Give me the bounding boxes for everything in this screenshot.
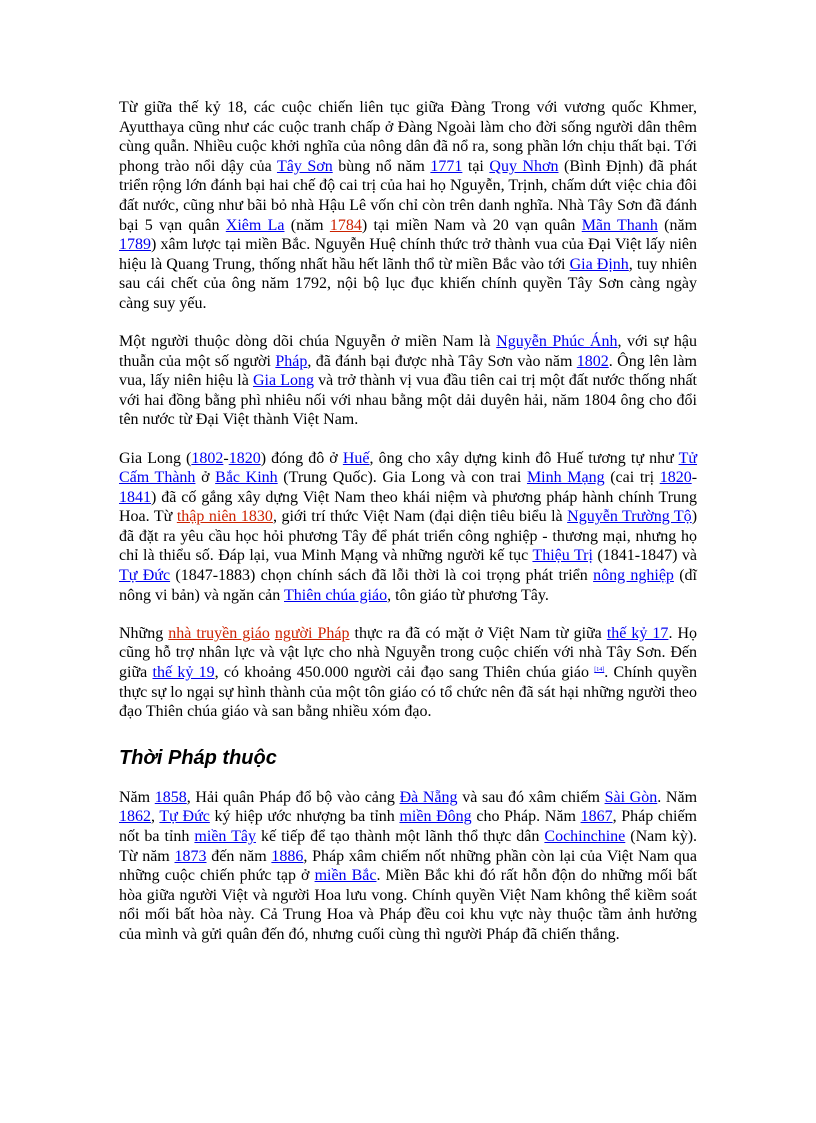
inline-link[interactable]: Cochinchine xyxy=(544,827,626,845)
paragraph-text: tại xyxy=(462,157,490,175)
inline-link[interactable]: Bắc Kinh xyxy=(215,469,278,487)
paragraph-text: , xyxy=(151,808,160,826)
inline-link[interactable]: Quy Nhơn xyxy=(489,157,559,175)
inline-link[interactable]: miền Tây xyxy=(194,827,256,845)
paragraph-text: Những xyxy=(119,624,169,642)
inline-link[interactable]: miền Đông xyxy=(399,808,472,826)
inline-link[interactable]: Minh Mạng xyxy=(526,469,605,487)
paragraph-text: đến năm xyxy=(206,847,272,865)
paragraph-text: (Bình Định) đã phát triển rộng lớn đánh bại hai chế độ cai trị của hai họ Nguyễn, Trịnh, chấm dứt việc chia đôi đất nước, cũng như bãi bỏ nhà Hậu Lê vốn chỉ còn trên danh nghĩa. Nhà Tây Sơn đã đánh bại 5 vạn quân xyxy=(119,157,698,234)
paragraph-text: bùng nổ năm xyxy=(332,157,431,175)
inline-link[interactable]: Xiêm La xyxy=(225,216,285,234)
inline-link[interactable]: Thiên chúa giáo xyxy=(284,586,388,604)
inline-link[interactable]: Tây Sơn xyxy=(276,157,333,175)
paragraph-text: , đã đánh bại được nhà Tây Sơn vào năm xyxy=(307,352,577,370)
inline-link[interactable]: 1784 xyxy=(329,216,362,234)
paragraph-text: và sau đó xâm chiếm xyxy=(457,788,605,806)
inline-link[interactable]: 1862 xyxy=(119,808,151,826)
paragraph-text: ) đã cố gắng xây dựng Việt Nam theo khái niệm và phương pháp hành chính Trung Hoa. Từ xyxy=(119,488,697,526)
paragraph-tay-son xyxy=(119,98,697,314)
inline-link[interactable]: Mãn Thanh xyxy=(581,216,658,234)
paragraph-text: và trở thành vị vua đầu tiên cai trị một đất nước thống nhất với hai đồng bằng phì nhiêu nối với nhau bằng một dải duyên hải, năm 1804 ông cho đổi tên nước từ Đại Việt thành Việt Nam. xyxy=(119,372,697,429)
inline-link[interactable]: 1867 xyxy=(580,808,613,826)
paragraph-text: . Chính quyền thực sự lo ngại sự hình thành của một tôn giáo có tổ chức nên đã sát hại những người theo đạo Thiên chúa giáo và san bằng nhiều xóm đạo. xyxy=(119,663,698,721)
paragraph-text: (Trung Quốc). Gia Long và con trai xyxy=(277,469,527,487)
inline-link[interactable]: miền Bắc xyxy=(314,867,377,885)
paragraph-text: thực ra đã có mặt ở Việt Nam từ giữa xyxy=(349,624,607,642)
paragraph-gia-long xyxy=(119,449,697,606)
paragraph-text: , giới trí thức Việt Nam (đại diện tiêu biểu là xyxy=(272,508,568,526)
inline-link[interactable]: 1841 xyxy=(119,488,151,506)
inline-link[interactable]: 1858 xyxy=(154,788,187,806)
inline-link[interactable]: Pháp xyxy=(275,352,308,370)
paragraph-text: Năm xyxy=(119,788,155,806)
paragraph-text: ) tại miền Nam và 20 vạn quân xyxy=(361,216,582,234)
inline-link[interactable]: Sài Gòn xyxy=(604,788,658,806)
inline-link[interactable]: 1873 xyxy=(174,847,207,865)
paragraph-text: ở xyxy=(195,469,216,487)
inline-link[interactable]: Nguyễn Phúc Ánh xyxy=(496,333,618,351)
inline-link[interactable]: 1820 xyxy=(659,469,692,487)
paragraph-text: - xyxy=(691,469,698,487)
citation-link[interactable]: [14] xyxy=(594,666,605,673)
paragraph-text: (1841-1847) và xyxy=(592,547,697,565)
inline-link[interactable]: thế kỷ 19 xyxy=(152,663,215,681)
paragraph-text: , tuy nhiên sau cái chết của ông năm 1792, nội bộ lục đục khiến chính quyền Tây Sơn càng ngày càng suy yếu. xyxy=(119,255,697,312)
paragraph-text: cho Pháp. Năm xyxy=(471,808,581,826)
inline-link[interactable]: 1771 xyxy=(430,157,463,175)
paragraph-french-colonial xyxy=(119,788,697,945)
paragraph-text: Từ giữa thế kỷ 18, các cuộc chiến liên tục giữa Đàng Trong với vương quốc Khmer, Ayutthaya cũng như các cuộc tranh chấp ở Đàng Ngoài làm cho đời sống người dân thêm cùng quẫn. Nhiều cuộc khởi nghĩa của nông dân đã nổ ra, song phần lớn chịu thất bại. Tới phong trào nổi dậy của xyxy=(119,99,697,175)
inline-link[interactable]: Huế xyxy=(342,449,370,467)
inline-link[interactable]: Nguyễn Trường Tộ xyxy=(567,508,692,526)
inline-link[interactable]: Thiệu Trị xyxy=(532,547,593,565)
paragraph-text: . Họ cũng hỗ trợ nhân lực và vật lực cho nhà Nguyễn trong cuộc chiến với nhà Tây Sơn. Đến giữa xyxy=(119,624,698,681)
inline-link[interactable]: 1802 xyxy=(191,449,224,467)
paragraph-text: . Ông lên làm vua, lấy niên hiệu là xyxy=(119,352,698,390)
paragraph-missionaries xyxy=(119,624,697,722)
paragraph-text: (cai trị xyxy=(604,469,660,487)
paragraph-text: (năm xyxy=(284,216,330,234)
inline-link[interactable]: thế kỷ 17 xyxy=(606,624,669,642)
paragraph-text: . Miền Bắc khi đó rất hỗn độn do những mối bất hòa giữa người Việt và người Hoa lưu vong. Chính quyền Việt Nam không thể kiềm soát nổi mối bất hòa này. Cả Trung Hoa và Pháp đều coi khu vực này thuộc tầm ảnh hưởng của mình và gửi quân đến đó, nhưng cuối cùng thì người Pháp đã chiến thắng. xyxy=(119,867,698,943)
paragraph-text: ) đóng đô ở xyxy=(260,449,343,467)
paragraph-text: (Nam kỳ). Từ năm xyxy=(119,827,698,865)
inline-link[interactable]: 1802 xyxy=(576,352,609,370)
inline-link[interactable]: Tử Cấm Thành xyxy=(119,449,698,487)
paragraph-text: - xyxy=(223,449,229,467)
paragraph-text: , ông cho xây dựng kinh đô Huế tương tự như xyxy=(369,449,679,467)
inline-link[interactable]: nhà truyền giáo xyxy=(168,624,270,642)
inline-link[interactable]: Gia Định xyxy=(569,255,629,273)
section-heading-french-colonial: Thời Pháp thuộc xyxy=(119,746,277,769)
document-page xyxy=(119,98,697,963)
paragraph-text: Gia Long ( xyxy=(119,449,192,467)
paragraph-text: . Năm xyxy=(657,788,698,806)
paragraph-text: ký hiệp ước nhượng ba tỉnh xyxy=(209,808,400,826)
paragraph-text: , Hải quân Pháp đổ bộ vào cảng xyxy=(186,788,400,806)
paragraph-text: ) đã đặt ra yêu cầu học hỏi phương Tây để phát triển công nghiệp - thương mại, nhưng họ chỉ là thiểu số. Đáp lại, vua Minh Mạng và những người kế tục xyxy=(119,508,698,565)
inline-link[interactable]: thập niên 1830 xyxy=(176,508,273,526)
inline-link[interactable]: Tự Đức xyxy=(119,567,171,585)
inline-link[interactable]: 1820 xyxy=(228,449,261,467)
paragraph-text: , Pháp chiếm nốt ba tỉnh xyxy=(119,808,697,845)
inline-link[interactable]: 1886 xyxy=(271,847,304,865)
paragraph-text: , tôn giáo từ phương Tây. xyxy=(387,586,549,604)
paragraph-text: Một người thuộc dòng dõi chúa Nguyễn ở miền Nam là xyxy=(119,333,497,351)
inline-link[interactable]: Đà Nẵng xyxy=(399,788,458,806)
paragraph-text: (1847-1883) chọn chính sách đã lỗi thời là coi trọng phát triển xyxy=(170,567,594,585)
citation-superscript xyxy=(594,667,604,673)
paragraph-text: (dĩ nông vi bản) và ngăn cản xyxy=(119,567,697,604)
paragraph-nguyen-phuc-anh xyxy=(119,332,697,430)
paragraph-text: , Pháp xâm chiếm nốt những phần còn lại của Việt Nam qua những cuộc chiến phức tạp ở xyxy=(119,847,698,885)
paragraph-text: , có khoảng 450.000 người cải đạo sang Thiên chúa giáo xyxy=(214,663,595,681)
paragraph-text: (năm xyxy=(657,216,698,234)
inline-link[interactable]: nông nghiệp xyxy=(593,567,674,585)
paragraph-text: ) xâm lược tại miền Bắc. Nguyễn Huệ chính thức trở thành vua của Đại Việt lấy niên hiệu là Quang Trung, thống nhất hầu hết lãnh thổ từ miền Bắc vào tới xyxy=(119,236,697,273)
inline-link[interactable]: người Pháp xyxy=(274,624,350,642)
inline-link[interactable]: Tự Đức xyxy=(159,808,210,826)
inline-link[interactable]: 1789 xyxy=(119,236,151,254)
inline-link[interactable]: Gia Long xyxy=(252,372,314,390)
paragraph-text: kế tiếp để tạo thành một lãnh thổ thực dân xyxy=(256,827,545,845)
paragraph-text: , với sự hậu thuẫn của một số người xyxy=(119,333,698,370)
